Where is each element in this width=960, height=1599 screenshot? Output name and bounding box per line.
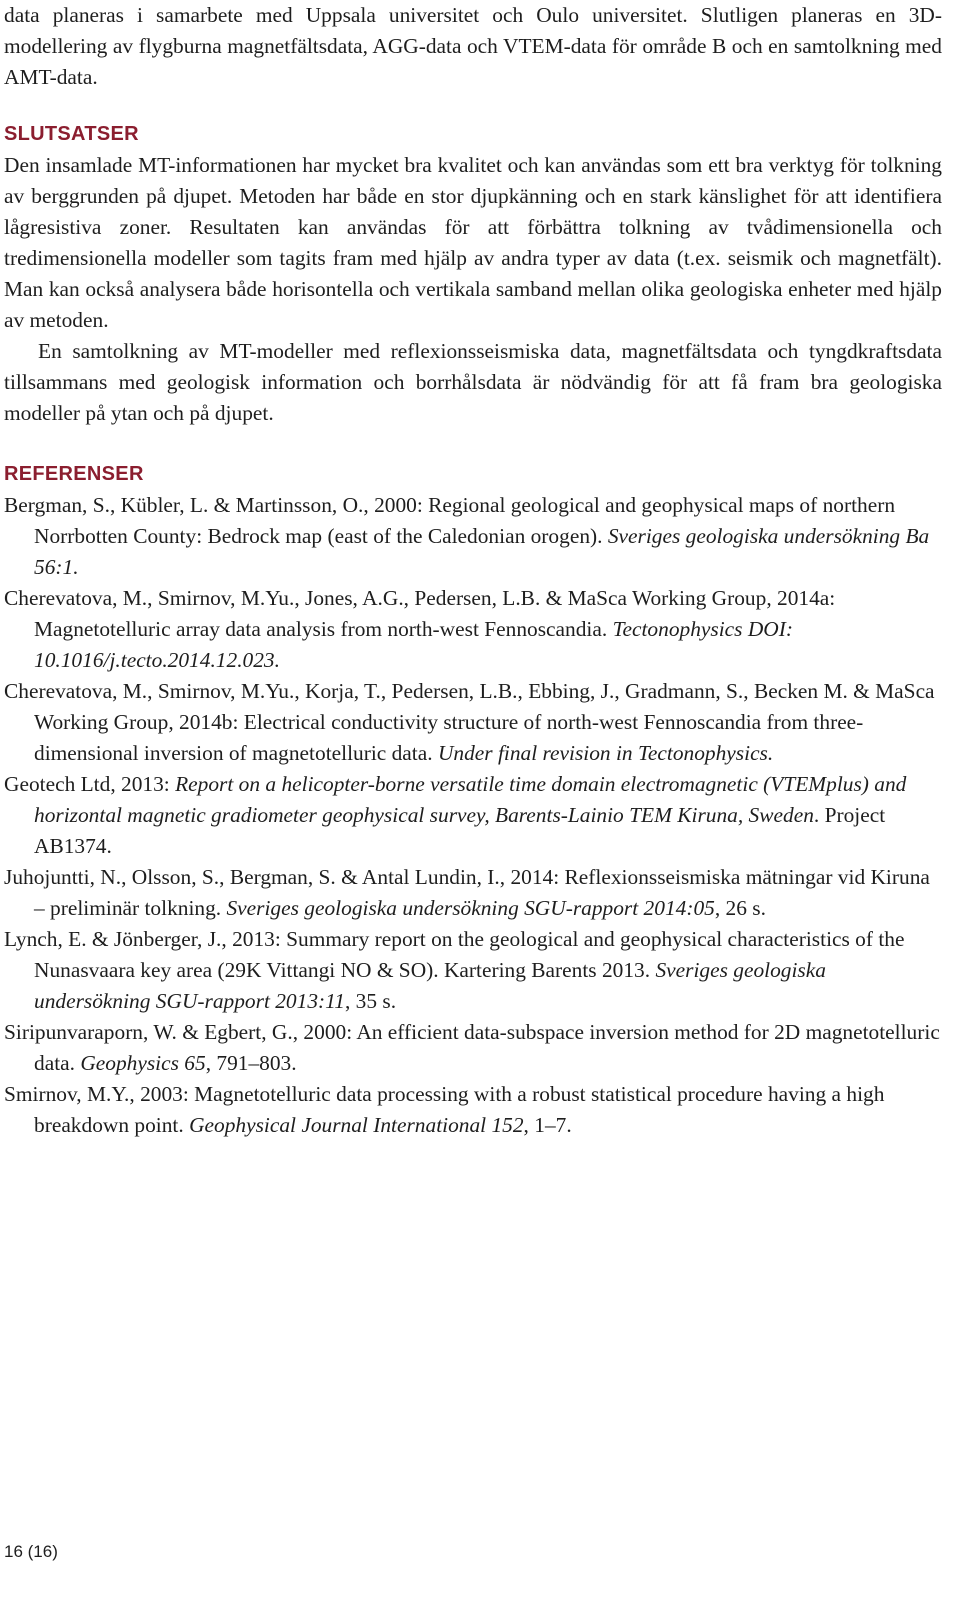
- reference-source: Sveriges geologiska undersökning Ba 56:1.: [34, 524, 930, 579]
- reference-item: [4, 769, 942, 862]
- reference-item: [4, 862, 942, 924]
- slutsatser-paragraph-1: Den insamlade MT-informationen har mycket bra kvalitet och kan användas som ett bra verktyg för tolkning av berggrunden på djupet. Metoden har både en stor djupkänning och en stark känslighet för att identifiera lågresistiva zoner. Resultaten kan användas för att förbättra tolkning av tvådimensionella och tredimensionella modeller som tagits fram med hjälp av andra typer av data (t.ex. seismik och magnetfält). Man kan också analysera både horisontella och vertikala samband mellan olika geologiska enheter med hjälp av metoden.: [4, 153, 942, 332]
- slutsatser-paragraph-2: En samtolkning av MT-modeller med reflexionsseismiska data, magnetfältsdata och tyngdkraftsdata tillsammans med geologisk information och borrhålsdata är nödvändig för att få fram bra geologiska modeller på ytan och på djupet.: [4, 339, 942, 425]
- reference-source: Geophysics 65: [80, 1051, 206, 1075]
- intro-paragraph: data planeras i samarbete med Uppsala universitet och Oulo universitet. Slutligen planeras en 3D-modellering av flygburna magnetfältsdata, AGG-data och VTEM-data för område B och en samtolkning med AMT-data.: [4, 3, 942, 89]
- referenser-heading: REFERENSER: [4, 463, 144, 485]
- slutsatser-section: [4, 150, 942, 429]
- reference-item: [4, 490, 942, 583]
- reference-text: Cherevatova, M., Smirnov, M.Yu., Jones, A.G., Pedersen, L.B. & MaSca Working Group, 2014a: Magnetotelluric array data analysis from north-west Fennoscandia.: [4, 586, 836, 641]
- reference-item: [4, 924, 942, 1017]
- slutsatser-heading: SLUTSATSER: [4, 123, 139, 145]
- reference-list: [4, 490, 942, 1141]
- reference-item: [4, 1079, 942, 1141]
- reference-source: Report on a helicopter-borne versatile time domain electromagnetic (VTEMplus) and horizontal magnetic gradiometer geophysical survey, Barents-Lainio TEM Kiruna, Sweden: [34, 772, 907, 827]
- reference-source: Under final revision in Tectonophysics.: [437, 741, 774, 765]
- reference-source: Sveriges geologiska undersökning SGU-rapport 2013:11: [34, 958, 826, 1013]
- reference-text: Lynch, E. & Jönberger, J., 2013: Summary report on the geological and geophysical characteristics of the Nunasvaara key area (29K Vittangi NO & SO). Kartering Barents 2013.: [4, 927, 905, 982]
- reference-tail: , 26 s.: [714, 896, 766, 920]
- reference-text: Geotech Ltd, 2013:: [4, 772, 176, 796]
- page-number: 16 (16): [4, 1542, 58, 1561]
- reference-text: Juhojuntti, N., Olsson, S., Bergman, S. & Antal Lundin, I., 2014: Reflexionsseismiska mätningar vid Kiruna – preliminär tolkning.: [4, 865, 930, 920]
- reference-text: Cherevatova, M., Smirnov, M.Yu., Korja, T., Pedersen, L.B., Ebbing, J., Gradmann, S., Becken M. & MaSca Working Group, 2014b: Electrical conductivity structure of north-west Fennoscandia from three-dimensional inversion of magnetotelluric data.: [4, 679, 935, 765]
- reference-source: Sveriges geologiska undersökning SGU-rapport 2014:05: [226, 896, 715, 920]
- reference-text: Smirnov, M.Y., 2003: Magnetotelluric data processing with a robust statistical procedure having a high breakdown point.: [4, 1082, 885, 1137]
- reference-item: [4, 676, 942, 769]
- reference-source: Tectonophysics DOI: 10.1016/j.tecto.2014.12.023.: [34, 617, 793, 672]
- reference-tail: . Project AB1374.: [34, 803, 886, 858]
- reference-source: Geophysical Journal International 152: [189, 1113, 524, 1137]
- reference-tail: , 1–7.: [523, 1113, 572, 1137]
- reference-tail: , 791–803.: [205, 1051, 297, 1075]
- intro-section: [4, 0, 942, 93]
- reference-text: Bergman, S., Kübler, L. & Martinsson, O., 2000: Regional geological and geophysical maps of northern Norrbotten County: Bedrock map (east of the Caledonian orogen).: [4, 493, 896, 548]
- reference-item: [4, 583, 942, 676]
- reference-tail: , 35 s.: [344, 989, 397, 1013]
- reference-text: Siripunvaraporn, W. & Egbert, G., 2000: An efficient data-subspace inversion method for 2D magnetotelluric data.: [4, 1020, 940, 1075]
- reference-item: [4, 1017, 942, 1079]
